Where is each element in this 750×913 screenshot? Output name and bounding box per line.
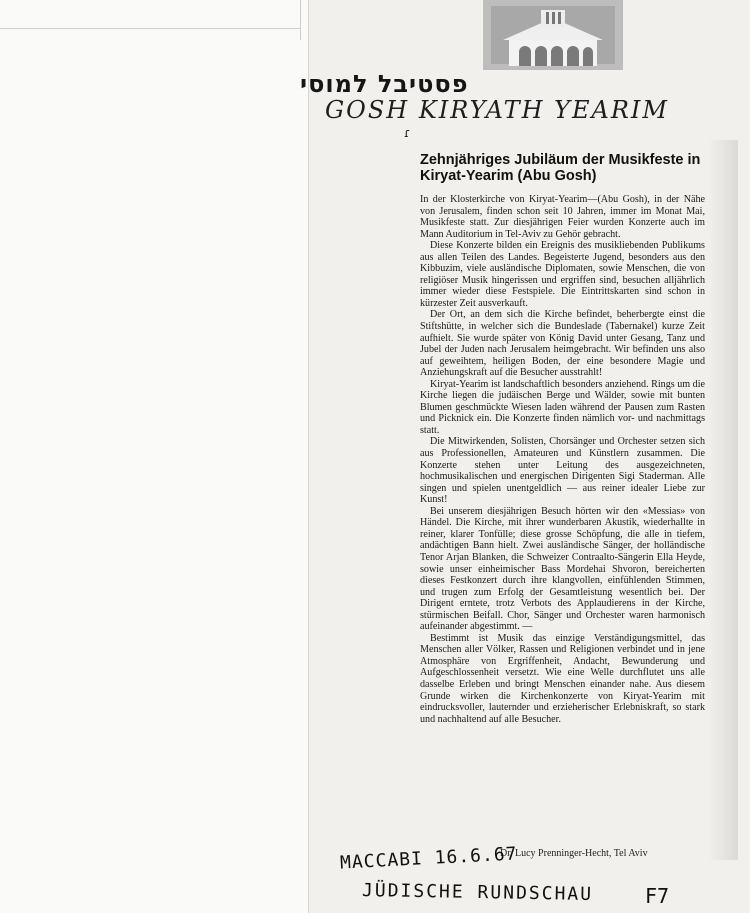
article-body — [420, 194, 705, 725]
scan-shadow — [708, 140, 738, 860]
article-paragraph-3: Der Ort, an dem sich die Kirche befindet, beherbergte einst die Stiftshütte, in welcher sich die Bundeslade (Tabernakel) kurze Zeit aufhielt. Sie wurde später von König David unter Gesang, Tanz und Jubel der Juden nach Jerusalem heimgebracht. Wir befinden uns also auf geweihtem, heiligen Boden, der eine besondere Magie und Anziehungskraft auf die Besucher ausstrahlt! — [420, 309, 705, 379]
handwritten-folio: F7 — [645, 884, 670, 908]
church-logo — [483, 0, 623, 70]
handwritten-source-date: MACCABI 16.6.67 — [339, 843, 518, 874]
author-signature: Dr. Lucy Prenninger-Hecht, Tel Aviv — [500, 848, 648, 859]
paper-edge-line — [300, 0, 301, 40]
article-paragraph-4: Kiryat-Yearim ist landschaftlich besonders anziehend. Rings um die Kirche liegen die judäischen Berge und Wälder, sowie mit bunten Blumen geschmückte Wiesen laden während der Pausen zum Rasten und Picknick ein. Die Konzerte finden nämlich vor- und nachmittags statt. — [420, 378, 705, 436]
article-headline: Zehnjähriges Jubiläum der Musikfeste in Kiryat-Yearim (Abu Gosh) — [420, 152, 701, 184]
festival-banner-title: GOSH KIRYATH YEARIM — [325, 96, 669, 124]
article-paragraph-1: In der Klosterkirche von Kiryat-Yearim—(Abu Gosh), in der Nähe von Jerusalem, finden schon seit 10 Jahren, immer im Monat Mai, Musikfeste statt. Zur diesjährigen Feier wurden Konzerte auch im Mann Auditorium in Tel-Aviv zu Gehör gebracht. — [420, 194, 705, 240]
paper-crease — [0, 28, 300, 29]
article-paragraph-2: Diese Konzerte bilden ein Ereignis des musikliebenden Publikums aus allen Teilen des Landes. Begeisterte Jugend, besonders aus den Kibbuzim, viele ausländische Diplomaten, sowie Menschen, die von religiöser Musik hingerissen und ergriffen sind, besuchen alljährlich immer wieder diese Festspiele. Die Eintrittskarten sind schon in kürzester Zeit ausverkauft. — [420, 240, 705, 309]
article — [420, 152, 705, 725]
handwritten-publication: JÜDISCHE RUNDSCHAU — [361, 879, 594, 906]
small-print-mark: ɾ — [404, 126, 411, 140]
article-paragraph-6: Bei unserem diesjährigen Besuch hörten wir den «Messias» von Händel. Die Kirche, mit ihrer wunderbaren Akustik, wiederhallte in reiner, klarer Tonfülle; diese grosse Schöpfung, die alle in tiefem, andächtigen Bann hielt. Zwei ausländische Sänger, der holländische Tenor Arjan Blanken, die Schweizer Contraalto-Sängerin Ella Heyde, sowie unser einheimischer Bass Mordehai Shvoron, bereicherten dieses Festkonzert durch ihre klangvollen, einfühlenden Stimmen, und trugen zum Erfolg der Gesamtleistung wesentlich bei. Der Dirigent erntete, trotz Verbots des Applaudierens in der Kirche, stürmischen Beifall. Chor, Sänger und Orchester waren harmonisch aufeinander abgestimmt. — — [420, 505, 705, 633]
article-paragraph-5: Die Mitwirkenden, Solisten, Chorsänger und Orchester setzen sich aus Professionellen, Amateuren und Künstlern zusammen. Die Konzerte stehen unter Leitung des ausgezeichneten, hochmusikalischen und energischen Dirigenten Sigi Staderman. Alle singen und spielen unentgeldlich — aus reiner idealer Liebe zur Kunst! — [420, 436, 705, 506]
hebrew-festival-title: פסטיבל למוסי — [300, 70, 469, 98]
article-paragraph-7: Bestimmt ist Musik das einzige Verständigungsmittel, das Menschen aller Völker, Rassen und Religionen verbindet und in jene Atmosphäre von Ergriffenheit, Andacht, Bewunderung und Aufgeschlossenheit versetzt. Wie eine Welle durchflutet uns alle dasselbe Erleben und bringt Menschen einander nahe. Aus diesem Grunde wirken die Kirchenkonzerte von Kiryat-Yearim mit eindrucksvoller, lauternder und erzieherischer Erlebniskraft, so stark und nachhaltend auf alle Besucher. — [420, 632, 705, 725]
blank-paper-sheet — [0, 0, 330, 913]
